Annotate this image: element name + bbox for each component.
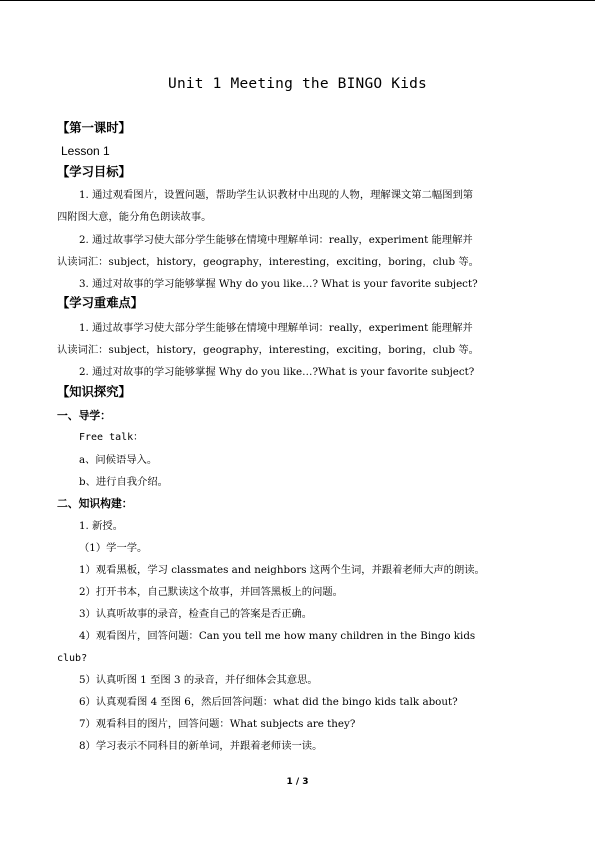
activity-2: 2）打开书本，自己默读这个故事，并回答黑板上的问题。: [79, 586, 343, 598]
activity-1: 1）观看黑板，学习 classmates and neighbors 这两个生词，并跟着老师大声的朗读。: [79, 564, 485, 576]
free-talk-label: Free talk：: [79, 432, 144, 443]
objective-2-line-1: 2. 通过故事学习使大部分学生能够在情境中理解单词：really，experiment 能理解并: [79, 234, 473, 246]
step-learn: （1）学一学。: [79, 542, 148, 554]
objective-3: 3. 通过对故事的学习能够掌握 Why do you like…? What is your favorite subject?: [79, 278, 478, 290]
objective-1-line-1: 1. 通过观看图片，设置问题，帮助学生认识教材中出现的人物，理解课文第二幅图到第: [79, 189, 474, 201]
page-title: Unit 1 Meeting the BINGO Kids: [168, 76, 427, 92]
objective-1-line-2: 四附图大意，能分角色朗读故事。: [57, 211, 212, 223]
activity-8: 8）学习表示不同科目的新单词，并跟着老师读一读。: [79, 740, 323, 752]
subheading-guide: 一、导学：: [57, 409, 111, 422]
section-heading-key-points: 【学习重难点】: [57, 296, 144, 310]
section-heading-lesson-period: 【第一课时】: [57, 121, 131, 135]
objective-2-line-2: 认读词汇：subject，history，geography，interesting，exciting，boring，club 等。: [57, 256, 479, 268]
key-point-1-line-1: 1. 通过故事学习使大部分学生能够在情境中理解单词：really，experiment 能理解并: [79, 322, 473, 334]
section-heading-exploration: 【知识探究】: [57, 385, 131, 399]
activity-7: 7）观看科目的图片，回答问题：What subjects are they?: [79, 718, 356, 730]
free-talk-item-b: b、进行自我介绍。: [79, 476, 168, 488]
free-talk-item-a: a、问候语导入。: [79, 454, 158, 466]
section-heading-objectives: 【学习目标】: [57, 165, 131, 179]
top-rule: [0, 0, 595, 1]
page-number: 1 / 3: [286, 777, 309, 787]
key-point-1-line-2: 认读词汇：subject，history，geography，interesting，exciting，boring，club 等。: [57, 344, 479, 356]
activity-4-line-1: 4）观看图片，回答问题：Can you tell me how many children in the Bingo kids: [79, 630, 476, 642]
lesson-label: Lesson 1: [61, 144, 110, 158]
subheading-knowledge-building: 二、知识构建：: [57, 497, 133, 510]
step-new-lesson: 1. 新授。: [79, 520, 123, 532]
key-point-2: 2. 通过对故事的学习能够掌握 Why do you like…?What is your favorite subject?: [79, 366, 475, 378]
activity-4-line-2: club?: [57, 653, 88, 664]
activity-3: 3）认真听故事的录音，检查自己的答案是否正确。: [79, 608, 313, 620]
activity-5: 5）认真听图 1 至图 3 的录音，并仔细体会其意思。: [79, 674, 318, 686]
activity-6: 6）认真观看图 4 至图 6，然后回答问题：what did the bingo kids talk about?: [79, 696, 458, 708]
